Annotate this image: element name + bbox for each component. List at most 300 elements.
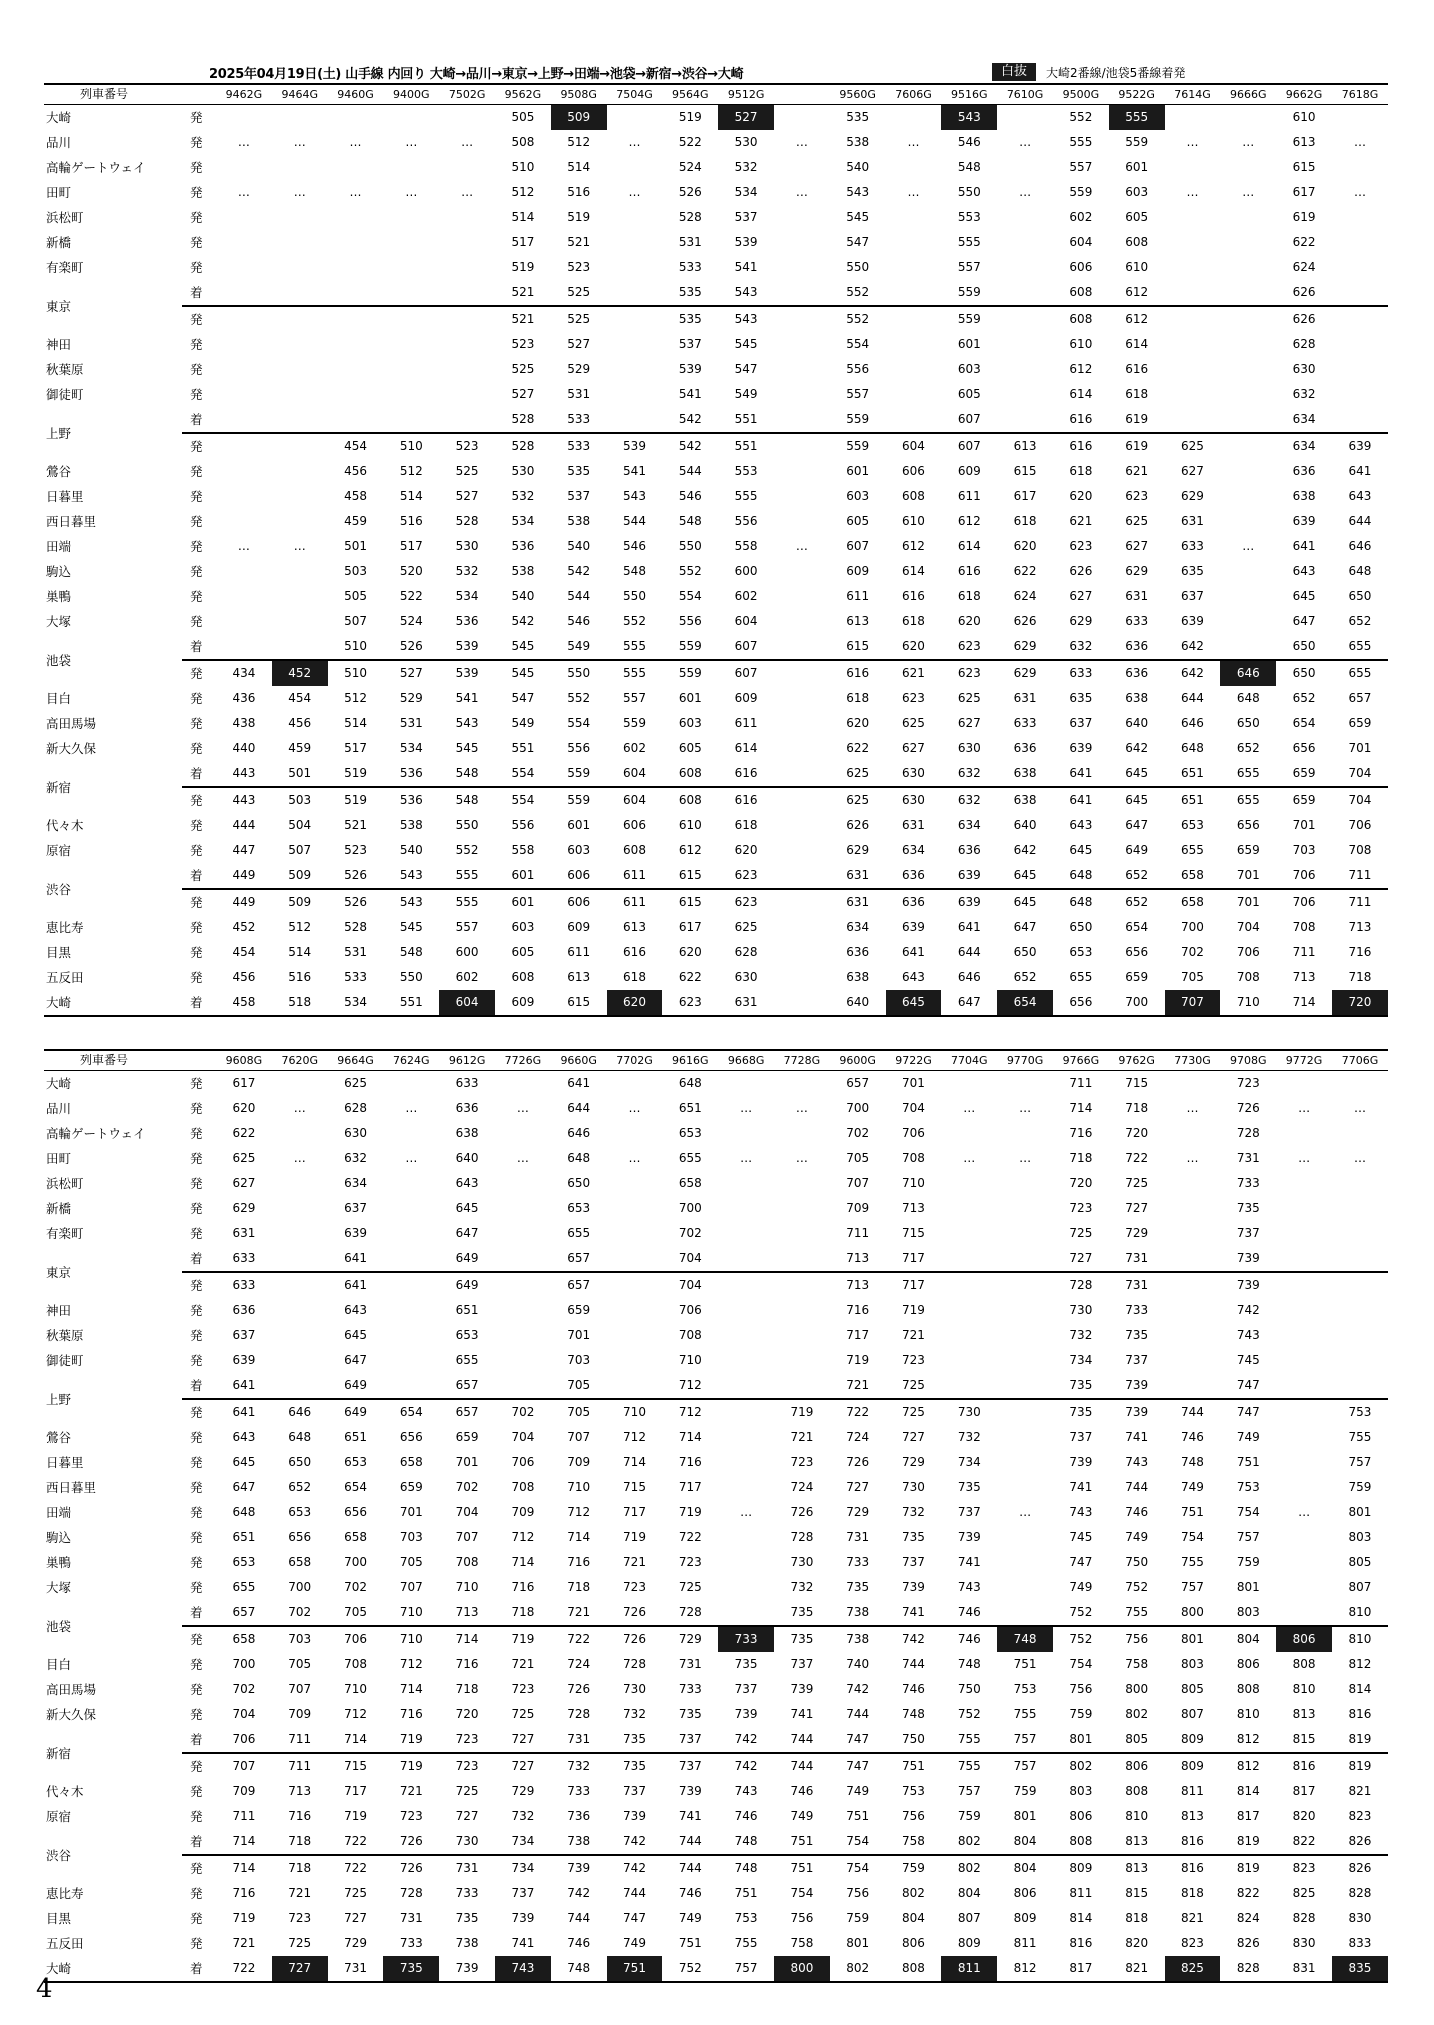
time-cell: 600 [734, 564, 758, 578]
time-cell: 636 [957, 843, 981, 857]
timetable-row [44, 1753, 1388, 1779]
time-cell: 650 [1292, 639, 1316, 653]
time-cell [272, 1323, 328, 1348]
time-cell: 704 [1348, 766, 1372, 780]
time-cell [216, 332, 272, 357]
time-cell: 553 [957, 210, 981, 224]
time-cell [1276, 1071, 1332, 1097]
time-cell [272, 407, 328, 433]
station-name: 高田馬場 [46, 1682, 97, 1697]
time-cell: 609 [846, 564, 870, 578]
station-name: 御徒町 [46, 387, 84, 402]
arr-dep-label: 着 [190, 1378, 203, 1393]
time-cell [886, 155, 942, 180]
time-cell [383, 1246, 439, 1272]
timetable-row [44, 1196, 1388, 1221]
time-cell: 650 [1236, 716, 1260, 730]
time-cell: 641 [1348, 464, 1372, 478]
time-cell: 601 [678, 691, 702, 705]
arr-dep-label: 発 [182, 1626, 216, 1652]
time-cell: 615 [1013, 464, 1037, 478]
time-cell [1276, 1575, 1332, 1600]
time-cell: 821 [1181, 1911, 1204, 1925]
time-cell: … [1298, 1505, 1311, 1519]
time-cell [495, 1246, 551, 1272]
timetable-row [44, 711, 1388, 736]
time-cell: 713 [288, 1784, 312, 1798]
train-number: 7730G [1165, 1050, 1221, 1071]
time-cell [272, 1272, 328, 1298]
time-cell: 703 [567, 1353, 591, 1367]
time-cell [1332, 1246, 1388, 1272]
time-cell: 808 [1125, 1784, 1149, 1798]
time-cell: 702 [846, 1126, 870, 1140]
time-cell [439, 105, 495, 131]
time-cell: 542 [567, 564, 591, 578]
time-cell: 618 [1069, 464, 1093, 478]
arr-dep-label: 発 [190, 110, 203, 125]
time-cell: 654 [997, 990, 1053, 1016]
time-cell: 749 [1125, 1530, 1149, 1544]
time-cell: 712 [344, 1707, 367, 1721]
time-cell: 714 [344, 1732, 367, 1746]
time-cell: 715 [902, 1226, 925, 1240]
time-cell: 729 [344, 1936, 367, 1950]
arr-dep-label: 発 [190, 614, 203, 629]
time-cell: 734 [1069, 1353, 1093, 1367]
time-cell [607, 1373, 663, 1399]
time-cell: 618 [623, 970, 646, 984]
time-cell [383, 155, 439, 180]
time-cell: 610 [1125, 260, 1149, 274]
time-cell: 700 [1181, 920, 1204, 934]
time-cell: 817 [1053, 1956, 1109, 1982]
time-cell: 630 [734, 970, 758, 984]
time-cell: 739 [957, 1530, 981, 1544]
time-cell [718, 1575, 774, 1600]
time-cell: 643 [902, 970, 925, 984]
arr-dep-label: 発 [190, 185, 203, 200]
time-cell [886, 306, 942, 332]
time-cell [774, 711, 830, 736]
time-cell: 719 [399, 1732, 423, 1746]
time-cell: … [1019, 1101, 1032, 1115]
timetable-row [44, 1171, 1388, 1196]
time-cell: 809 [1181, 1732, 1204, 1746]
timetable-row [44, 509, 1388, 534]
time-cell: 721 [288, 1886, 312, 1900]
time-cell: 512 [511, 185, 535, 199]
time-cell [941, 1373, 997, 1399]
time-cell: 543 [941, 105, 997, 131]
time-cell: 548 [957, 160, 981, 174]
time-cell: 727 [1125, 1201, 1149, 1215]
timetable-row [44, 280, 1388, 306]
time-cell [272, 484, 328, 509]
time-cell: 655 [455, 1353, 479, 1367]
station-name: 新橋 [46, 1201, 72, 1216]
time-cell [1220, 407, 1276, 433]
time-cell: 608 [623, 843, 646, 857]
time-cell: 603 [567, 843, 591, 857]
train-number: 9664G [328, 1050, 384, 1071]
time-cell: 735 [623, 1732, 646, 1746]
time-cell: 646 [1181, 716, 1204, 730]
time-cell: 742 [718, 1753, 774, 1779]
time-cell: 623 [662, 990, 718, 1016]
time-cell: 755 [1013, 1707, 1037, 1721]
time-cell: 524 [678, 160, 702, 174]
time-cell: 558 [734, 539, 758, 553]
time-cell: 731 [1109, 1272, 1165, 1298]
time-cell [1165, 255, 1221, 280]
time-cell: 610 [1292, 110, 1316, 124]
time-cell: 709 [511, 1505, 535, 1519]
time-cell: 557 [846, 387, 870, 401]
time-cell [328, 255, 384, 280]
time-cell: 805 [1181, 1682, 1204, 1696]
time-cell: 648 [1348, 564, 1372, 578]
time-cell [1332, 255, 1388, 280]
time-cell: 748 [551, 1956, 607, 1982]
timetable-row [44, 459, 1388, 484]
time-cell: 543 [383, 889, 439, 915]
time-cell: 754 [1069, 1657, 1093, 1671]
time-cell: 611 [957, 489, 981, 503]
time-cell: 535 [662, 306, 718, 332]
time-cell: 657 [846, 1076, 870, 1090]
time-cell: 732 [623, 1707, 646, 1721]
time-cell: 801 [1013, 1809, 1037, 1823]
time-cell: 710 [344, 1682, 367, 1696]
time-cell: 759 [957, 1809, 981, 1823]
station-name: 秋葉原 [46, 1328, 84, 1343]
time-cell [272, 255, 328, 280]
time-cell: 541 [623, 464, 646, 478]
time-cell: 806 [1069, 1809, 1093, 1823]
time-cell: 609 [567, 920, 591, 934]
time-cell: 725 [344, 1886, 367, 1900]
time-cell: 809 [1165, 1753, 1221, 1779]
time-cell: 735 [1125, 1328, 1149, 1342]
time-cell: 756 [790, 1911, 814, 1925]
time-cell: 556 [734, 514, 758, 528]
time-cell: 532 [734, 160, 758, 174]
time-cell: 719 [623, 1530, 646, 1544]
time-cell: 554 [678, 589, 702, 603]
time-cell [886, 357, 942, 382]
time-cell: 527 [455, 489, 479, 503]
time-cell: 523 [511, 337, 535, 351]
time-cell: … [628, 1101, 641, 1115]
time-cell: 649 [439, 1272, 495, 1298]
time-cell: 631 [232, 1226, 256, 1240]
time-cell [886, 205, 942, 230]
time-cell: 541 [455, 691, 479, 705]
time-cell [997, 1071, 1053, 1097]
time-cell: 737 [511, 1886, 535, 1900]
time-cell: 826 [1332, 1855, 1388, 1881]
time-cell: 719 [383, 1753, 439, 1779]
time-cell: 744 [902, 1657, 925, 1671]
time-cell [216, 559, 272, 584]
time-cell [495, 1121, 551, 1146]
time-cell: 615 [551, 990, 607, 1016]
time-cell: 649 [1125, 843, 1149, 857]
station-name: 田端 [46, 1505, 72, 1520]
time-cell: 639 [1181, 614, 1204, 628]
time-cell: 653 [455, 1328, 479, 1342]
time-cell: 651 [1165, 787, 1221, 813]
time-cell [1165, 205, 1221, 230]
time-cell: 801 [1165, 1626, 1221, 1652]
time-cell: 728 [678, 1605, 702, 1619]
time-cell: 733 [399, 1936, 423, 1950]
time-cell: … [349, 135, 362, 149]
timetable-row [44, 838, 1388, 863]
time-cell: … [795, 1151, 808, 1165]
platform-note: 大崎2番線/池袋5番線着発 [1046, 66, 1186, 80]
time-cell: 622 [678, 970, 702, 984]
time-cell: 716 [455, 1657, 479, 1671]
time-cell: 633 [1053, 660, 1109, 686]
time-cell: 802 [902, 1886, 925, 1900]
time-cell: 632 [344, 1151, 367, 1165]
time-cell: 517 [511, 235, 535, 249]
time-cell: 755 [957, 1732, 981, 1746]
time-cell [272, 1373, 328, 1399]
time-cell [774, 433, 830, 459]
arr-dep-label: 発 [182, 889, 216, 915]
time-cell: 804 [1013, 1834, 1037, 1848]
time-cell [383, 1071, 439, 1097]
train-number: 9564G [662, 85, 718, 105]
time-cell: 737 [957, 1505, 981, 1519]
time-cell: 650 [567, 1176, 591, 1190]
time-cell: 644 [567, 1101, 591, 1115]
station-name: 田町 [46, 1151, 72, 1166]
time-cell: 747 [623, 1911, 646, 1925]
time-cell: 613 [567, 970, 591, 984]
time-cell: 642 [1165, 660, 1221, 686]
time-cell: 624 [1013, 589, 1037, 603]
arr-dep-label: 発 [190, 489, 203, 504]
time-cell: 654 [344, 1480, 367, 1494]
time-cell [272, 155, 328, 180]
time-cell: 711 [232, 1809, 256, 1823]
time-cell: 522 [678, 135, 702, 149]
time-cell: 645 [344, 1328, 367, 1342]
time-cell: … [1298, 1151, 1311, 1165]
time-cell: 543 [455, 716, 479, 730]
time-cell [774, 280, 830, 306]
time-cell: 744 [1125, 1480, 1149, 1494]
time-cell: 519 [511, 260, 535, 274]
time-cell: 746 [957, 1605, 981, 1619]
time-cell: 730 [455, 1834, 479, 1848]
time-cell: 559 [957, 285, 981, 299]
time-cell: 630 [886, 787, 942, 813]
time-cell: 658 [678, 1176, 702, 1190]
time-cell [718, 1475, 774, 1500]
time-cell: 807 [1348, 1580, 1372, 1594]
time-cell: 654 [383, 1399, 439, 1425]
time-cell: 742 [846, 1682, 870, 1696]
train-number-header: 列車番号 [44, 85, 216, 105]
time-cell: 503 [344, 564, 367, 578]
station-name: 西日暮里 [46, 1480, 97, 1495]
time-cell: 752 [957, 1707, 981, 1721]
time-cell: 741 [790, 1707, 814, 1721]
time-cell [607, 1171, 663, 1196]
time-cell: 727 [344, 1911, 367, 1925]
time-cell: 723 [1069, 1201, 1093, 1215]
time-cell: 639 [1292, 514, 1316, 528]
time-cell: 729 [1125, 1226, 1149, 1240]
time-cell: 725 [288, 1936, 312, 1950]
time-cell: 534 [511, 514, 535, 528]
time-cell: 813 [1125, 1834, 1149, 1848]
time-cell: 452 [232, 920, 256, 934]
time-cell [607, 357, 663, 382]
time-cell: 713 [1292, 970, 1316, 984]
time-cell: 659 [1348, 716, 1372, 730]
time-cell: 700 [344, 1555, 367, 1569]
time-cell: 616 [1053, 433, 1109, 459]
time-cell: 659 [1125, 970, 1149, 984]
time-cell [774, 1071, 830, 1097]
time-cell: 658 [344, 1530, 367, 1544]
arr-dep-label: 発 [190, 1911, 203, 1926]
time-cell [1165, 306, 1221, 332]
time-cell: 653 [232, 1555, 256, 1569]
station-name: 新大久保 [46, 1707, 97, 1722]
time-cell [383, 280, 439, 306]
arr-dep-label: 発 [190, 920, 203, 935]
time-cell [1332, 230, 1388, 255]
time-cell: 655 [1181, 843, 1204, 857]
time-cell [216, 255, 272, 280]
time-cell: … [740, 1101, 753, 1115]
time-cell: … [1186, 185, 1199, 199]
time-cell: 713 [846, 1251, 870, 1265]
time-cell: 555 [1109, 105, 1165, 131]
time-cell [718, 1071, 774, 1097]
arr-dep-label: 発 [182, 660, 216, 686]
train-number: 9500G [1053, 85, 1109, 105]
time-cell: 510 [328, 660, 384, 686]
time-cell: 713 [1348, 920, 1372, 934]
arr-dep-label: 発 [190, 691, 203, 706]
time-cell: 608 [1053, 306, 1109, 332]
time-cell: 730 [1069, 1303, 1093, 1317]
time-cell: 538 [399, 818, 423, 832]
time-cell: 723 [678, 1555, 702, 1569]
time-cell: 505 [511, 110, 535, 124]
time-cell [607, 1071, 663, 1097]
time-cell: 730 [623, 1682, 646, 1696]
time-cell [1165, 1121, 1221, 1146]
time-cell: 710 [455, 1580, 479, 1594]
time-cell: 651 [344, 1430, 367, 1444]
station-name: 大塚 [46, 1580, 72, 1595]
time-cell [272, 1348, 328, 1373]
time-cell [383, 105, 439, 131]
time-cell: 745 [1236, 1353, 1260, 1367]
time-cell [272, 433, 328, 459]
time-cell: 728 [1053, 1272, 1109, 1298]
time-cell: 618 [846, 691, 870, 705]
time-cell: 724 [846, 1430, 870, 1444]
time-cell: … [795, 539, 808, 553]
time-cell: … [1019, 135, 1032, 149]
time-cell: 514 [344, 716, 367, 730]
time-cell: 648 [1053, 889, 1109, 915]
time-cell: 501 [288, 766, 312, 780]
time-cell: 739 [551, 1855, 607, 1881]
time-cell: 643 [1069, 818, 1093, 832]
time-cell: 632 [941, 787, 997, 813]
station-name: 浜松町 [46, 1176, 84, 1191]
time-cell: 549 [734, 387, 758, 401]
time-cell: 708 [1292, 920, 1316, 934]
time-cell: 647 [232, 1480, 256, 1494]
time-cell: 731 [567, 1732, 591, 1746]
time-cell [328, 407, 384, 433]
time-cell: 605 [846, 514, 870, 528]
time-cell: 543 [623, 489, 646, 503]
time-cell: 557 [455, 920, 479, 934]
time-cell: 630 [957, 741, 981, 755]
station-name: 新大久保 [46, 741, 97, 756]
time-cell [607, 1298, 663, 1323]
time-cell: 545 [511, 639, 535, 653]
time-cell: 604 [607, 787, 663, 813]
time-cell: 512 [567, 135, 591, 149]
time-cell [1220, 306, 1276, 332]
time-cell: 723 [399, 1809, 423, 1823]
time-cell: 539 [678, 362, 702, 376]
time-cell: 638 [1125, 691, 1149, 705]
time-cell: 638 [997, 787, 1053, 813]
time-cell [997, 1575, 1053, 1600]
time-cell [1165, 230, 1221, 255]
time-cell [997, 1450, 1053, 1475]
time-cell [1165, 1298, 1221, 1323]
time-cell: 718 [288, 1834, 312, 1848]
timetable-row [44, 332, 1388, 357]
time-cell: 512 [344, 691, 367, 705]
time-cell: 559 [567, 766, 591, 780]
time-cell: 754 [846, 1834, 870, 1848]
time-cell: 528 [511, 412, 535, 426]
timetable-row [44, 205, 1388, 230]
time-cell [774, 660, 830, 686]
time-cell [886, 105, 942, 131]
time-cell: 530 [455, 539, 479, 553]
train-number [774, 85, 830, 105]
time-cell [997, 1348, 1053, 1373]
time-cell: 648 [1069, 868, 1093, 882]
time-cell [997, 280, 1053, 306]
time-cell: 539 [607, 433, 663, 459]
time-cell: 616 [957, 564, 981, 578]
time-cell: 616 [1069, 412, 1093, 426]
time-cell: 620 [846, 716, 870, 730]
time-cell: 443 [232, 766, 256, 780]
time-cell [607, 1323, 663, 1348]
time-cell: 737 [734, 1682, 758, 1696]
